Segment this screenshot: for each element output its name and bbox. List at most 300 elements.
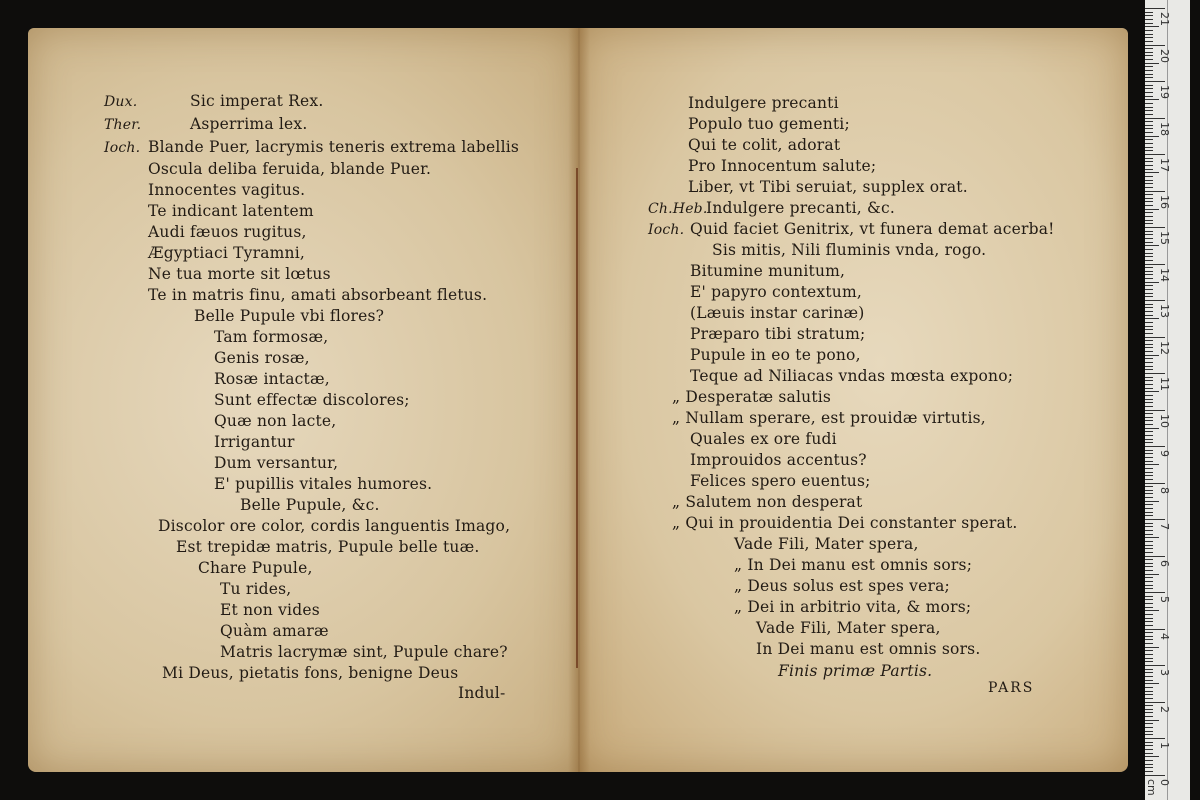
ruler-major-tick [1145,629,1165,630]
ruler-number: 14 [1158,267,1171,282]
ruler-minor-tick [1145,103,1153,104]
ruler-major-tick [1145,8,1165,9]
ruler-minor-tick [1145,212,1153,213]
ruler-minor-tick [1145,632,1153,633]
ruler-minor-tick [1145,19,1153,20]
verse-line: Genis rosæ, [214,349,310,367]
ruler-minor-tick [1145,424,1153,425]
ruler-minor-tick [1145,234,1153,235]
ruler-number: 12 [1158,340,1171,355]
ruler-minor-tick [1145,296,1153,297]
ruler-minor-tick [1145,723,1153,724]
ruler-minor-tick [1145,55,1153,56]
verse-line: „ Nullam sperare, est prouidæ virtutis, [672,409,986,427]
ruler-minor-tick [1145,508,1153,509]
verse-line: Pro Innocentum salute; [688,157,877,175]
ruler-number: 7 [1158,523,1171,530]
measurement-ruler [1145,0,1190,800]
ruler-minor-tick [1145,552,1153,553]
ruler-minor-tick [1145,672,1153,673]
ruler-major-tick [1145,592,1165,593]
ruler-minor-tick [1145,559,1153,560]
ruler-number: 18 [1158,121,1171,136]
ruler-number: 6 [1158,559,1171,567]
ruler-minor-tick [1145,380,1153,381]
ruler-minor-tick [1145,194,1153,195]
ruler-minor-tick [1145,23,1153,24]
verse-line: Tu rides, [220,580,292,598]
ruler-minor-tick [1145,110,1153,111]
ruler-minor-tick [1145,676,1153,677]
verse-line: Est trepidæ matris, Pupule belle tuæ. [176,538,480,556]
ruler-minor-tick [1145,607,1153,608]
ruler-major-tick [1145,483,1165,484]
ruler-number: 3 [1158,669,1171,676]
ruler-minor-tick [1145,566,1153,567]
ruler-minor-tick [1145,479,1153,480]
ruler-minor-tick [1145,48,1153,49]
ruler-minor-tick [1145,85,1153,86]
ruler-minor-tick [1145,457,1153,458]
verse-line: Quid faciet Genitrix, vt funera demat acerba! [690,220,1055,238]
ruler-minor-tick [1145,114,1153,115]
ruler-minor-tick [1145,581,1153,582]
ruler-minor-tick [1145,643,1153,644]
ruler-minor-tick [1145,12,1153,13]
ruler-minor-tick [1145,731,1153,732]
ruler-minor-tick [1145,534,1153,535]
ruler-major-tick [1145,665,1165,666]
ruler-minor-tick [1145,450,1153,451]
ruler-minor-tick [1145,439,1153,440]
right-page [578,28,1128,772]
ruler-major-tick [1145,556,1165,557]
ruler-minor-tick [1145,694,1153,695]
verse-line: Belle Pupule, &c. [240,496,380,514]
ruler-minor-tick [1145,223,1153,224]
ruler-minor-tick [1145,161,1153,162]
ruler-minor-tick [1145,493,1153,494]
ruler-number: 15 [1158,231,1171,245]
ruler-minor-tick [1145,37,1153,38]
ruler-minor-tick [1145,176,1153,177]
ruler-number: 0 cm [1145,778,1171,796]
ruler-minor-tick [1145,245,1159,246]
ruler-minor-tick [1145,198,1153,199]
verse-line: In Dei manu est omnis sors. [756,640,981,658]
ruler-minor-tick [1145,282,1159,283]
finis-line: Finis primæ Partis. [778,662,933,680]
ruler-minor-tick [1145,333,1153,334]
ruler-minor-tick [1145,165,1153,166]
ruler-minor-tick [1145,727,1153,728]
ruler-minor-tick [1145,209,1159,210]
ruler-minor-tick [1145,326,1153,327]
verse-line: Quales ex ore fudi [690,430,837,448]
verse-line: „ Desperatæ salutis [672,388,832,406]
ruler-minor-tick [1145,351,1153,352]
ruler-major-tick [1145,775,1165,776]
ruler-minor-tick [1145,574,1159,575]
ruler-minor-tick [1145,545,1153,546]
verse-line: Pupule in eo te pono, [690,346,861,364]
ruler-major-tick [1145,373,1165,374]
ruler-minor-tick [1145,304,1153,305]
ruler-minor-tick [1145,625,1153,626]
ruler-minor-tick [1145,344,1153,345]
verse-line: Irrigantur [214,433,295,451]
ruler-minor-tick [1145,125,1153,126]
ruler-number: 17 [1158,158,1171,172]
ruler-minor-tick [1145,406,1153,407]
ruler-minor-tick [1145,588,1153,589]
speaker-label: Dux. [104,94,138,110]
ruler-minor-tick [1145,220,1153,221]
ruler-minor-tick [1145,614,1153,615]
ruler-minor-tick [1145,52,1153,53]
ruler-minor-tick [1145,650,1153,651]
ruler-minor-tick [1145,705,1153,706]
verse-line: Qui te colit, adorat [688,136,841,154]
verse-line: E' papyro contextum, [690,283,862,301]
verse-line: Belle Pupule vbi flores? [194,307,385,325]
ruler-minor-tick [1145,610,1159,611]
verse-line: Tam formosæ, [214,328,329,346]
ruler-minor-tick [1145,490,1153,491]
ruler-minor-tick [1145,63,1159,64]
ruler-minor-tick [1145,428,1159,429]
ruler-minor-tick [1145,139,1153,140]
ruler-number: 21 [1158,12,1171,26]
verse-line: Quæ non lacte, [214,412,337,430]
speaker-label: Ch.Heb. [648,201,708,217]
verse-line: Ne tua morte sit lœtus [148,265,331,283]
ruler-minor-tick [1145,742,1153,743]
ruler-minor-tick [1145,358,1153,359]
verse-line: Bitumine munitum, [690,262,846,280]
ruler-minor-tick [1145,709,1153,710]
verse-line: Vade Fili, Mater spera, [756,619,941,637]
ruler-minor-tick [1145,599,1153,600]
ruler-minor-tick [1145,764,1153,765]
ruler-minor-tick [1145,143,1153,144]
ruler-minor-tick [1145,289,1153,290]
verse-line: Matris lacrymæ sint, Pupule chare? [220,643,508,661]
ruler-minor-tick [1145,530,1153,531]
ruler-minor-tick [1145,468,1153,469]
ruler-minor-tick [1145,577,1153,578]
verse-line: Vade Fili, Mater spera, [734,535,919,553]
ruler-minor-tick [1145,96,1153,97]
ruler-minor-tick [1145,639,1153,640]
ruler-minor-tick [1145,59,1153,60]
ruler-minor-tick [1145,121,1153,122]
ruler-minor-tick [1145,621,1153,622]
ruler-minor-tick [1145,216,1153,217]
ruler-minor-tick [1145,661,1153,662]
speaker-label: Ioch. [104,140,141,156]
ruler-minor-tick [1145,537,1159,538]
ruler-number: 16 [1158,194,1171,209]
ruler-minor-tick [1145,293,1153,294]
ruler-minor-tick [1145,158,1153,159]
ruler-minor-tick [1145,169,1153,170]
ruler-minor-tick [1145,172,1159,173]
verse-line: Liber, vt Tibi seruiat, supplex orat. [688,178,968,196]
ruler-minor-tick [1145,658,1153,659]
catchword: Indul- [458,684,506,702]
ruler-minor-tick [1145,680,1153,681]
ruler-minor-tick [1145,720,1159,721]
verse-line: Improuidos accentus? [690,451,867,469]
ruler-minor-tick [1145,369,1153,370]
ruler-minor-tick [1145,271,1153,272]
ruler-minor-tick [1145,88,1153,89]
ruler-major-tick [1145,300,1165,301]
binding-thread [576,168,578,668]
ruler-minor-tick [1145,669,1153,670]
ruler-minor-tick [1145,347,1153,348]
ruler-minor-tick [1145,183,1153,184]
catchword: PARS [988,680,1035,696]
verse-line: Sic imperat Rex. [190,92,324,110]
ruler-minor-tick [1145,205,1153,206]
ruler-minor-tick [1145,698,1153,699]
ruler-minor-tick [1145,34,1153,35]
ruler-number: 2 [1158,705,1171,713]
ruler-major-tick [1145,81,1165,82]
ruler-minor-tick [1145,636,1153,637]
ruler-minor-tick [1145,238,1153,239]
ruler-minor-tick [1145,388,1153,389]
ruler-minor-tick [1145,563,1153,564]
ruler-minor-tick [1145,26,1159,27]
ruler-minor-tick [1145,654,1153,655]
ruler-edge [1167,0,1168,800]
ruler-minor-tick [1145,362,1153,363]
ruler-major-tick [1145,45,1165,46]
verse-line: E' pupillis vitales humores. [214,475,433,493]
book-gutter [568,28,590,772]
ruler-major-tick [1145,118,1165,119]
ruler-minor-tick [1145,99,1159,100]
ruler-minor-tick [1145,66,1153,67]
ruler-minor-tick [1145,377,1153,378]
ruler-minor-tick [1145,242,1153,243]
verse-line: Populo tuo gementi; [688,115,850,133]
ruler-minor-tick [1145,501,1159,502]
verse-line: Audi fæuos rugitus, [148,223,307,241]
ruler-number: 9 [1158,450,1171,457]
verse-line: Indulgere precanti [688,94,839,112]
ruler-number: 10 [1158,413,1171,428]
ruler-minor-tick [1145,285,1153,286]
ruler-major-tick [1145,702,1165,703]
ruler-minor-tick [1145,753,1153,754]
ruler-minor-tick [1145,417,1153,418]
ruler-minor-tick [1145,486,1153,487]
ruler-minor-tick [1145,683,1159,684]
ruler-major-tick [1145,264,1165,265]
ruler-minor-tick [1145,497,1153,498]
ruler-minor-tick [1145,267,1153,268]
ruler-minor-tick [1145,716,1153,717]
ruler-minor-tick [1145,249,1153,250]
ruler-number: 4 [1158,632,1171,640]
ruler-minor-tick [1145,541,1153,542]
ruler-minor-tick [1145,515,1153,516]
ruler-minor-tick [1145,274,1153,275]
verse-line: Ægyptiaci Tyramni, [148,244,306,262]
ruler-minor-tick [1145,734,1153,735]
ruler-minor-tick [1145,548,1153,549]
speaker-label: Ioch. [648,222,685,238]
ruler-minor-tick [1145,760,1153,761]
verse-line: Asperrima lex. [190,115,308,133]
ruler-major-tick [1145,519,1165,520]
ruler-minor-tick [1145,187,1153,188]
ruler-number: 8 [1158,486,1171,494]
ruler-minor-tick [1145,355,1159,356]
ruler-minor-tick [1145,453,1153,454]
ruler-minor-tick [1145,147,1153,148]
ruler-minor-tick [1145,420,1153,421]
ruler-minor-tick [1145,132,1153,133]
ruler-minor-tick [1145,366,1153,367]
verse-line: „ Salutem non desperat [672,493,863,511]
verse-line: Te in matris finu, amati absorbeant fletus. [148,286,488,304]
ruler-minor-tick [1145,278,1153,279]
ruler-minor-tick [1145,475,1153,476]
verse-line: Indulgere precanti, &c. [706,199,896,217]
ruler-minor-tick [1145,311,1153,312]
verse-line: Innocentes vagitus. [148,181,306,199]
ruler-minor-tick [1145,596,1153,597]
ruler-number: 13 [1158,304,1171,318]
ruler-minor-tick [1145,756,1159,757]
ruler-minor-tick [1145,413,1153,414]
verse-line: Sunt effectæ discolores; [214,391,410,409]
ruler-minor-tick [1145,201,1153,202]
ruler-minor-tick [1145,253,1153,254]
ruler-minor-tick [1145,340,1153,341]
verse-line: Quàm amaræ [220,622,329,640]
ruler-minor-tick [1145,180,1153,181]
ruler-major-tick [1145,154,1165,155]
ruler-minor-tick [1145,384,1153,385]
verse-line: „ In Dei manu est omnis sors; [734,556,973,574]
ruler-number: 19 [1158,85,1171,99]
verse-line: „ Qui in prouidentia Dei constanter sperat. [672,514,1018,532]
ruler-minor-tick [1145,150,1153,151]
ruler-minor-tick [1145,570,1153,571]
verse-line: Dum versantur, [214,454,339,472]
ruler-minor-tick [1145,41,1153,42]
ruler-minor-tick [1145,512,1153,513]
ruler-major-tick [1145,191,1165,192]
ruler-minor-tick [1145,618,1153,619]
verse-line: Et non vides [220,601,320,619]
ruler-major-tick [1145,410,1165,411]
ruler-minor-tick [1145,92,1153,93]
verse-line: Te indicant latentem [148,202,314,220]
verse-line: Blande Puer, lacrymis teneris extrema labellis [148,138,520,156]
verse-line: Sis mitis, Nili fluminis vnda, rogo. [712,241,987,259]
ruler-minor-tick [1145,315,1153,316]
verse-line: „ Deus solus est spes vera; [734,577,950,595]
ruler-minor-tick [1145,745,1153,746]
ruler-minor-tick [1145,256,1153,257]
ruler-minor-tick [1145,318,1159,319]
ruler-minor-tick [1145,691,1153,692]
ruler-number: 11 [1158,377,1171,391]
ruler-number: 1 [1158,742,1171,749]
verse-line: Præparo tibi stratum; [690,325,866,343]
ruler-minor-tick [1145,30,1153,31]
ruler-number: 5 [1158,596,1171,603]
verse-line: Rosæ intactæ, [214,370,330,388]
ruler-major-tick [1145,446,1165,447]
ruler-minor-tick [1145,307,1153,308]
verse-line: Chare Pupule, [198,559,313,577]
ruler-minor-tick [1145,771,1153,772]
ruler-minor-tick [1145,442,1153,443]
verse-line: (Læuis instar carinæ) [690,304,865,322]
ruler-minor-tick [1145,77,1153,78]
ruler-minor-tick [1145,585,1153,586]
ruler-minor-tick [1145,687,1153,688]
ruler-minor-tick [1145,461,1153,462]
ruler-major-tick [1145,738,1165,739]
ruler-minor-tick [1145,322,1153,323]
ruler-minor-tick [1145,15,1153,16]
ruler-number: 20 [1158,48,1171,63]
verse-line: „ Dei in arbitrio vita, & mors; [734,598,972,616]
ruler-minor-tick [1145,402,1153,403]
ruler-minor-tick [1145,128,1153,129]
ruler-minor-tick [1145,526,1153,527]
ruler-minor-tick [1145,712,1153,713]
ruler-minor-tick [1145,431,1153,432]
ruler-minor-tick [1145,231,1153,232]
ruler-minor-tick [1145,260,1153,261]
ruler-minor-tick [1145,107,1153,108]
ruler-minor-tick [1145,603,1153,604]
ruler-minor-tick [1145,136,1159,137]
verse-line: Oscula deliba feruida, blande Puer. [148,160,432,178]
verse-line: Teque ad Niliacas vndas mœsta expono; [690,367,1014,385]
ruler-major-tick [1145,337,1165,338]
ruler-minor-tick [1145,74,1153,75]
ruler-minor-tick [1145,399,1153,400]
ruler-minor-tick [1145,395,1153,396]
ruler-minor-tick [1145,504,1153,505]
ruler-minor-tick [1145,464,1159,465]
ruler-minor-tick [1145,767,1153,768]
ruler-major-tick [1145,227,1165,228]
verse-line: Mi Deus, pietatis fons, benigne Deus [162,664,459,682]
verse-line: Discolor ore color, cordis languentis Imago, [158,517,511,535]
ruler-minor-tick [1145,523,1153,524]
ruler-minor-tick [1145,329,1153,330]
ruler-minor-tick [1145,472,1153,473]
ruler-minor-tick [1145,435,1153,436]
ruler-minor-tick [1145,749,1153,750]
ruler-minor-tick [1145,70,1153,71]
speaker-label: Ther. [104,117,142,133]
ruler-minor-tick [1145,391,1159,392]
verse-line: Felices spero euentus; [690,472,871,490]
